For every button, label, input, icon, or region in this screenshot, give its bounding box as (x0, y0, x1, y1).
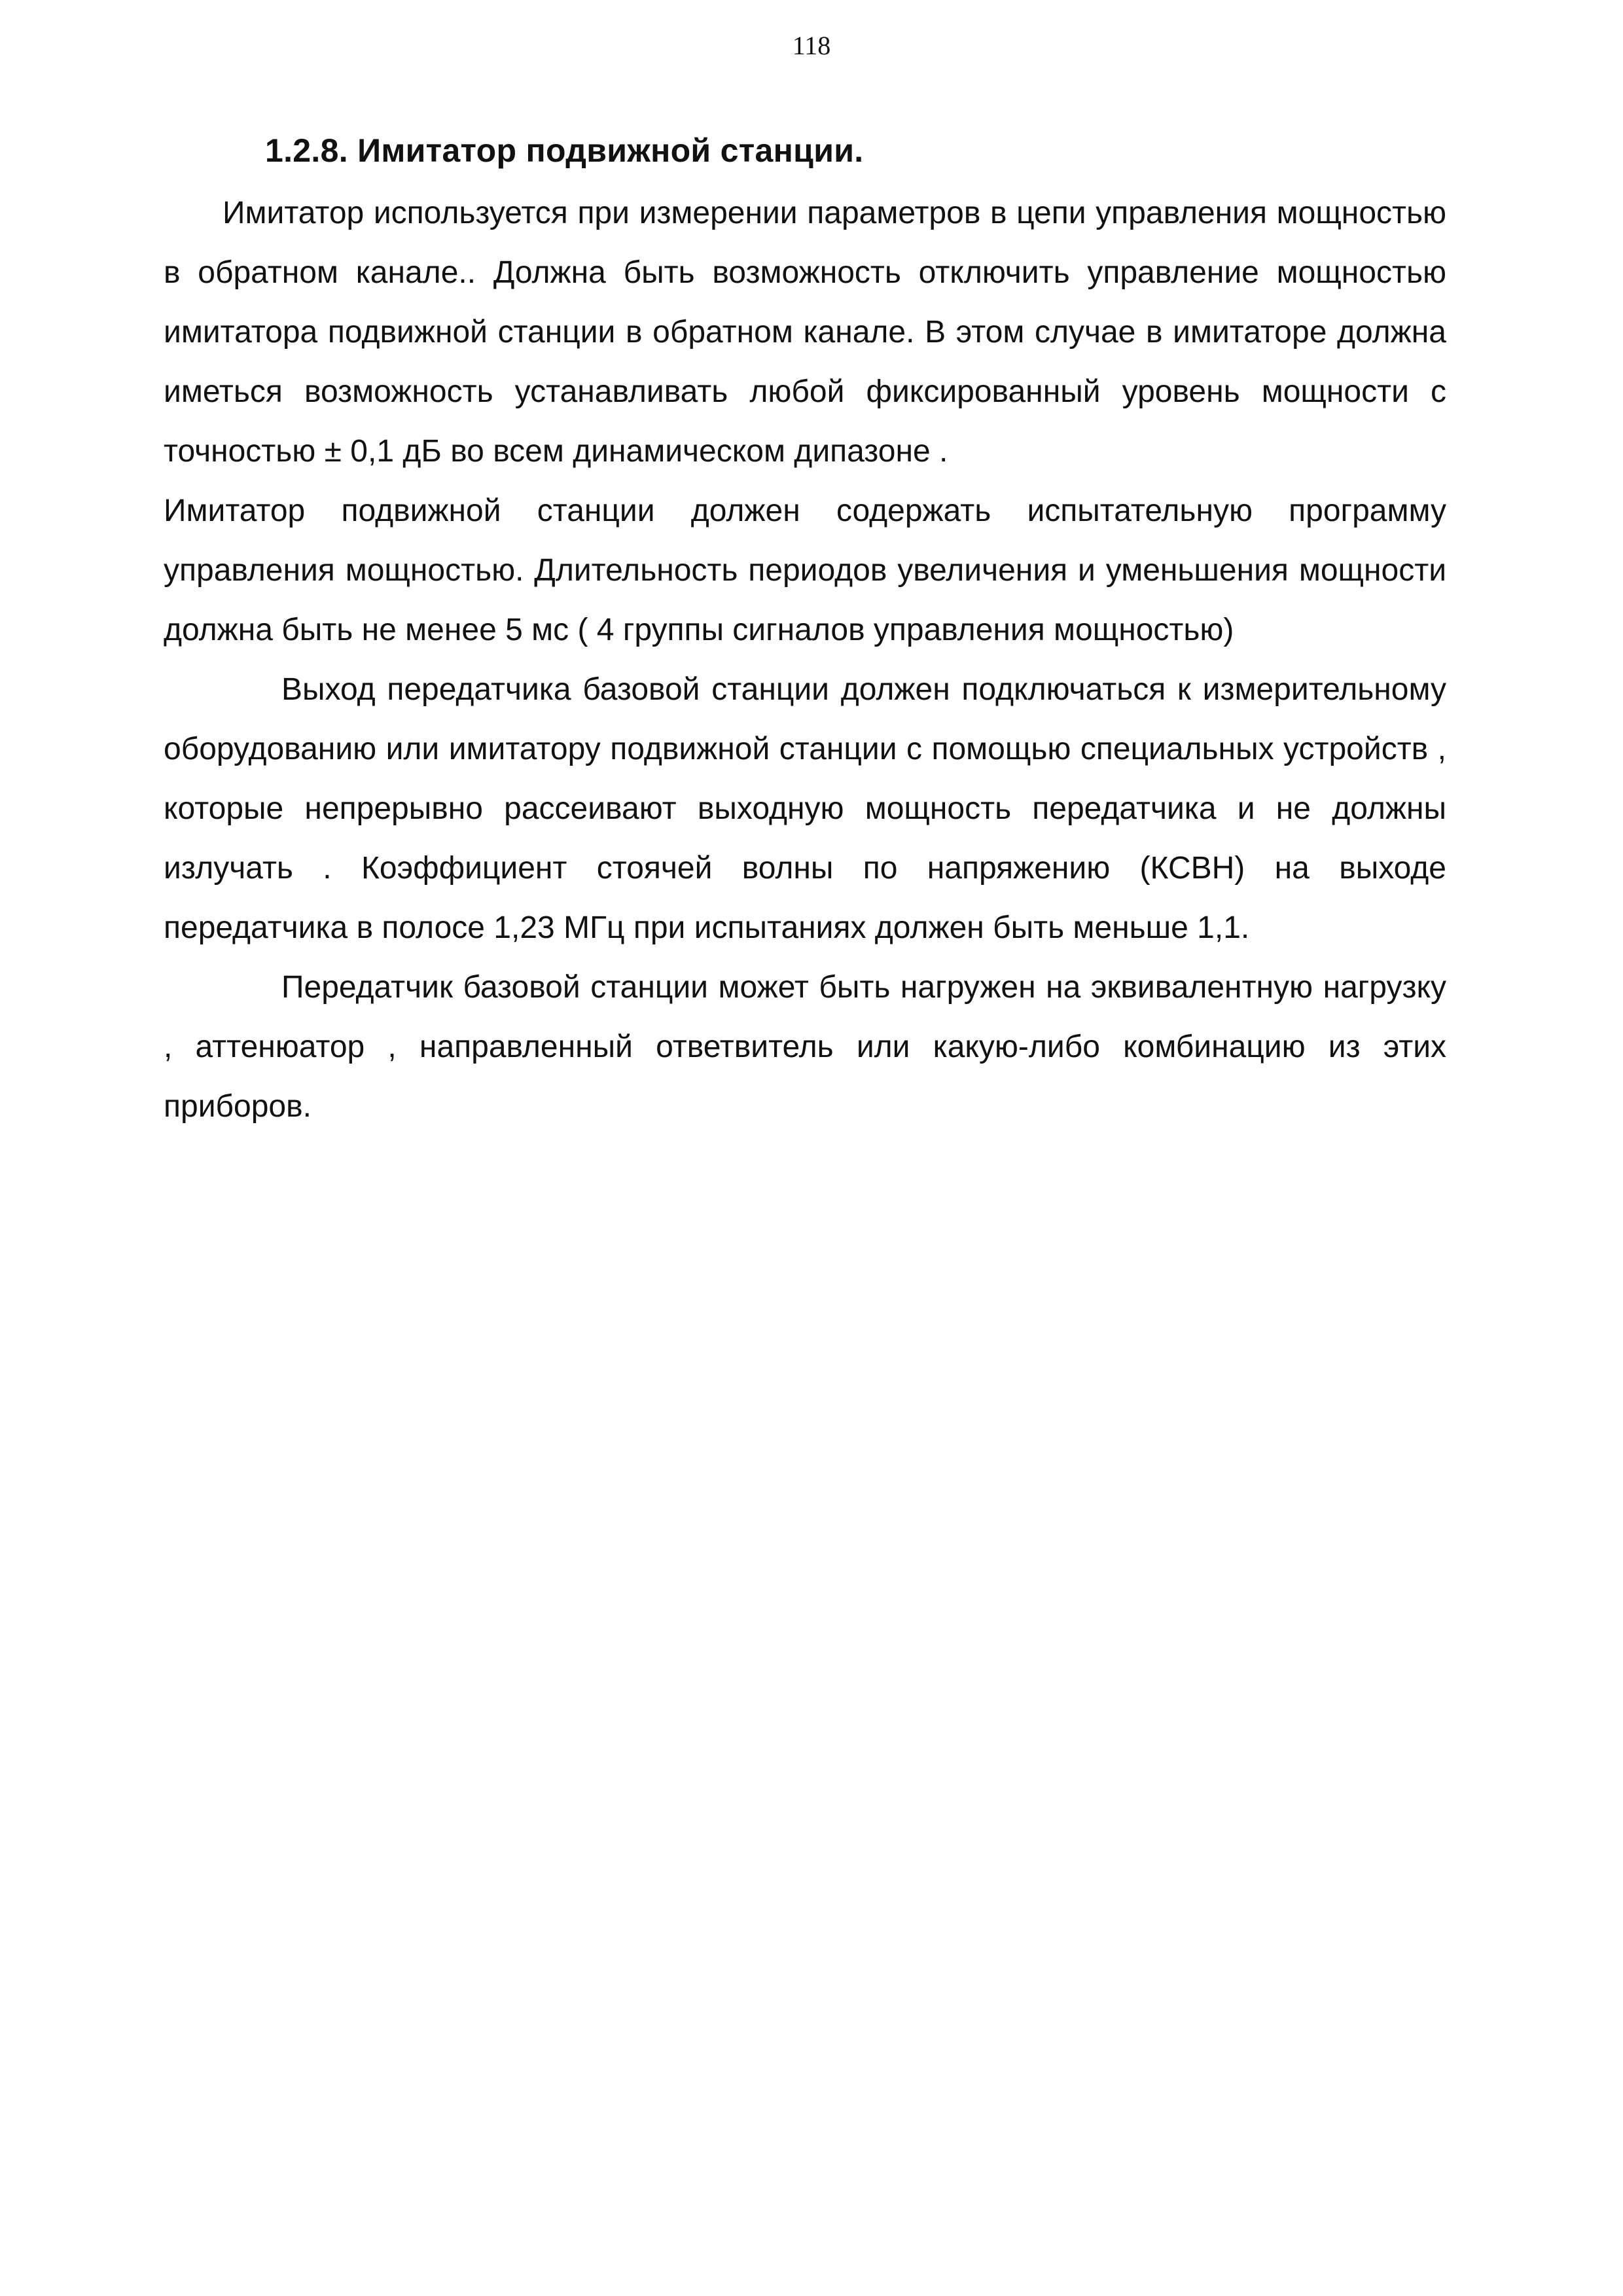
page-number: 118 (792, 31, 831, 60)
paragraph-test-program: Имитатор подвижной станции должен содержать испытательную программу управления мощностью. Длительность периодов увеличения и уменьшения мощности должна быть не менее 5 мс ( 4 группы сигналов управления мощностью) (164, 493, 1446, 647)
paragraph-transmitter-load: Передатчик базовой станции может быть нагружен на эквивалентную нагрузку , аттенюатор , направленный ответвитель или какую-либо комбинацию из этих приборов. (164, 970, 1446, 1124)
paragraph-simulator-usage: Имитатор используется при измерении параметров в цепи управления мощностью в обратном канале.. Должна быть возможность отключить управление мощностью имитатора подвижной станции в обратном канале. В этом случае в имитаторе должна иметься возможность устанавливать любой фиксированный уровень мощности с точностью ± 0,1 дБ во всем динамическом дипазоне . (164, 196, 1446, 469)
page-content (164, 118, 1446, 1136)
paragraph-transmitter-output: Выход передатчика базовой станции должен подключаться к измерительному оборудованию или имитатору подвижной станции с помощью специальных устройств , которые непрерывно рассеивают выходную мощность передатчика и не должны излучать . Коэффициент стоячей волны по напряжению (КСВН) на выходе передатчика в полосе 1,23 МГц при испытаниях должен быть меньше 1,1. (164, 672, 1446, 945)
section-heading: 1.2.8. Имитатор подвижной станции. (265, 132, 864, 169)
